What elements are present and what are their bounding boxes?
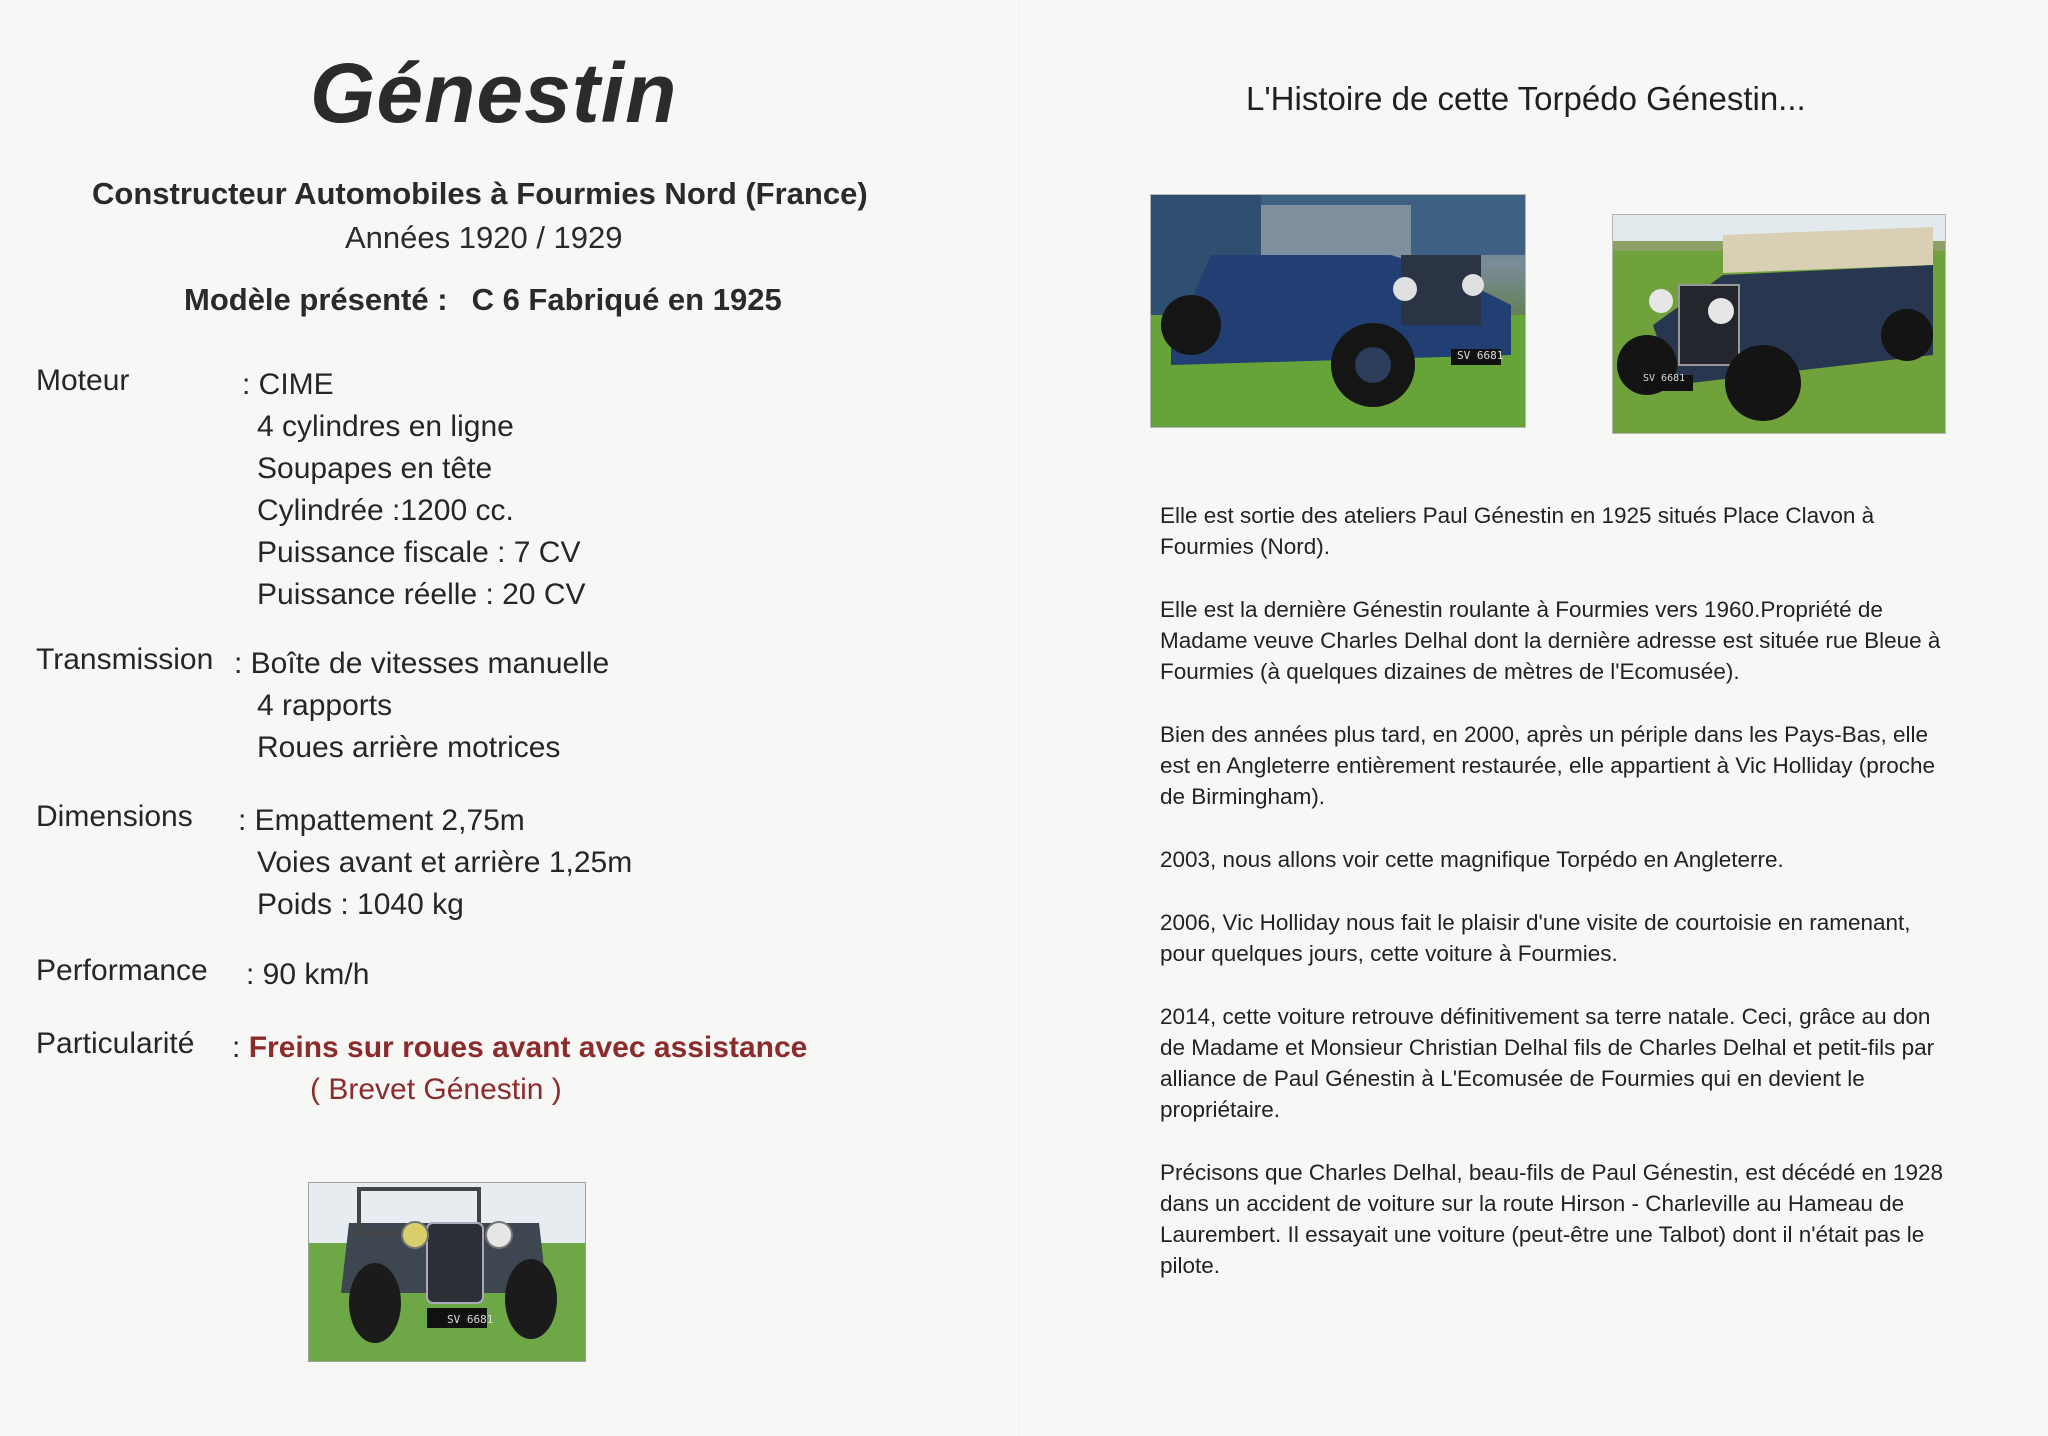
spec-values-performance xyxy=(246,954,369,996)
feature-highlight: Freins sur roues avant avec assistance xyxy=(248,1031,808,1064)
spec-line: Roues arrière motrices xyxy=(257,731,561,764)
history-title: L'Histoire de cette Torpédo Génestin... xyxy=(1246,80,1806,117)
spec-values-dimensions xyxy=(238,800,632,926)
spec-line: 4 rapports xyxy=(257,689,393,722)
history-paragraph: 2003, nous allons voir cette magnifique Torpédo en Angleterre. xyxy=(1160,847,1784,872)
history-paragraph: 2006, Vic Holliday nous fait le plaisir d'une visite de courtoisie en ramenant, pour quelques jours, cette voiture à Fourmies. xyxy=(1160,910,1911,966)
car-side-photo xyxy=(1150,194,1526,428)
spec-line: Puissance fiscale : 7 CV xyxy=(257,536,581,569)
spec-line: : Boîte de vitesses manuelle xyxy=(234,647,610,680)
spec-line: Voies avant et arrière 1,25m xyxy=(257,846,633,879)
spec-line xyxy=(232,1027,807,1069)
spec-label-dimensions: Dimensions xyxy=(36,800,193,833)
spec-line: Soupapes en tête xyxy=(257,452,493,485)
spec-line: : 90 km/h xyxy=(246,958,370,991)
license-plate: SV 6681 xyxy=(1643,373,1686,384)
years-line: Années 1920 / 1929 xyxy=(345,220,623,255)
car-front-photo xyxy=(308,1182,586,1362)
spec-label-moteur: Moteur xyxy=(36,364,130,397)
car-quarter-illustration xyxy=(1613,215,1945,433)
license-plate: SV 6681 xyxy=(447,1313,494,1326)
spec-line: Puissance réelle : 20 CV xyxy=(257,578,586,611)
spec-values-moteur xyxy=(242,364,586,616)
car-side-illustration xyxy=(1151,195,1525,427)
spec-line: Cylindrée :1200 cc. xyxy=(257,494,514,527)
history-paragraph: Elle est sortie des ateliers Paul Génestin en 1925 situés Place Clavon à Fourmies (Nord). xyxy=(1160,503,1875,559)
spec-line: : CIME xyxy=(242,368,334,401)
spec-label-transmission: Transmission xyxy=(36,643,214,676)
spec-line: 4 cylindres en ligne xyxy=(257,410,514,443)
model-value: C 6 Fabriqué en 1925 xyxy=(471,282,782,317)
spec-line: : Empattement 2,75m xyxy=(238,804,525,837)
constructor-line: Constructeur Automobiles à Fourmies Nord (France) xyxy=(92,176,868,211)
history-paragraph: Elle est la dernière Génestin roulante à Fourmies vers 1960.Propriété de Madame veuve Charles Delhal dont la dernière adresse est située rue Bleue à Fourmies (à quelques dizaines de mètres de l'Ecomusée). xyxy=(1160,597,1941,684)
center-fold xyxy=(1018,0,1020,1436)
model-label: Modèle présenté : xyxy=(184,282,448,317)
history-paragraph: Précisons que Charles Delhal, beau-fils de Paul Génestin, est décédé en 1928 dans un accident de voiture sur la route Hirson - Charleville au Hameau de Laurembert. Il essayait une voiture (peut-être une Talbot) dont il n'était pas le pilote. xyxy=(1160,1160,1943,1278)
spec-values-particularite xyxy=(232,1027,807,1111)
spec-colon: : xyxy=(232,1031,241,1064)
history-text xyxy=(1160,500,1960,1313)
patent-note: ( Brevet Génestin ) xyxy=(310,1073,562,1106)
brand-title: Génestin xyxy=(310,46,678,140)
license-plate: SV 6681 xyxy=(1457,349,1504,362)
spec-values-transmission xyxy=(234,643,609,769)
history-paragraph: Bien des années plus tard, en 2000, après un périple dans les Pays-Bas, elle est en Angleterre entièrement restaurée, elle appartient à Vic Holliday (proche de Birmingham). xyxy=(1160,722,1936,809)
car-front-illustration xyxy=(309,1183,585,1361)
history-paragraph: 2014, cette voiture retrouve définitivement sa terre natale. Ceci, grâce au don de Madame et Monsieur Christian Delhal fils de Charles Delhal et petit-fils par alliance de Paul Génestin à L'Ecomusée de Fourmies qui en devient le propriétaire. xyxy=(1160,1004,1935,1122)
spec-label-particularite: Particularité xyxy=(36,1027,195,1060)
car-front-quarter-photo xyxy=(1612,214,1946,434)
spec-line: Poids : 1040 kg xyxy=(257,888,464,921)
spec-label-performance: Performance xyxy=(36,954,208,987)
model-line xyxy=(184,282,884,318)
